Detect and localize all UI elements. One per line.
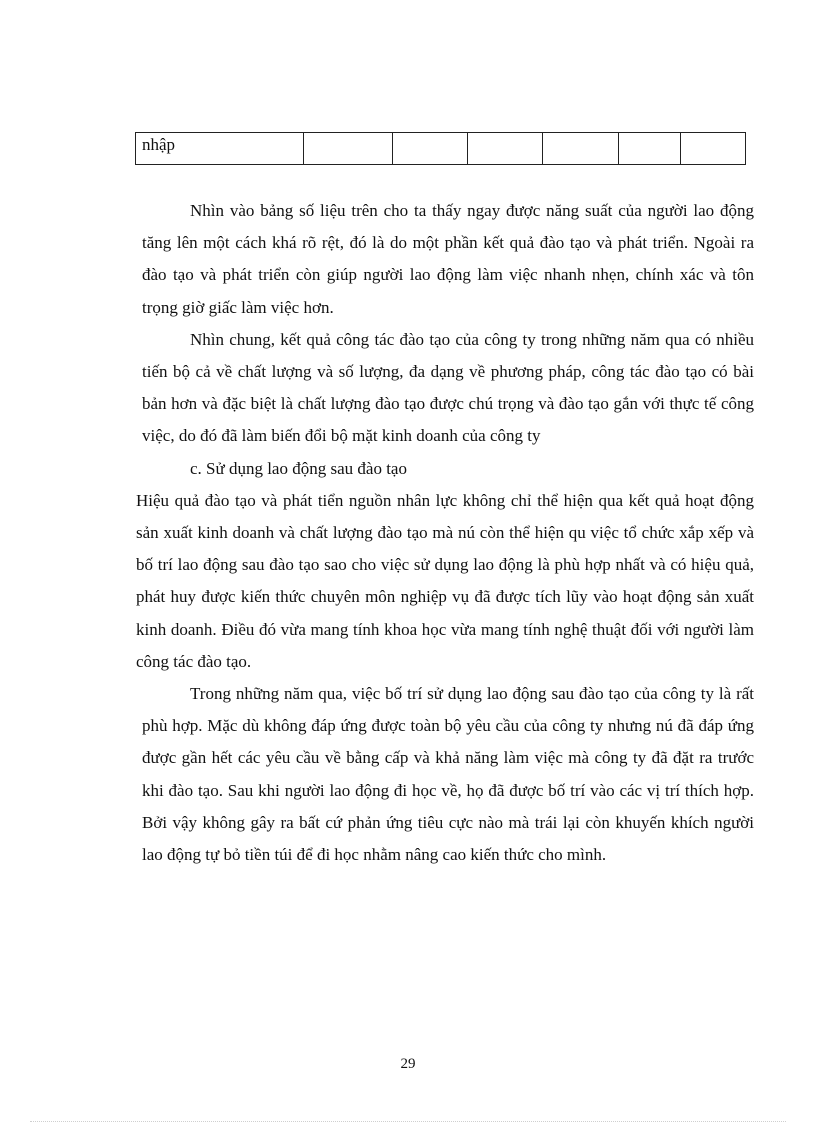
paragraph-productivity: Nhìn vào bảng số liệu trên cho ta thấy ngay được năng suất của người lao động tăng lên một cách khá rõ rệt, đó là do một phần kết quả đào tạo và phát triển. Ngoài ra đào tạo và phát triển còn giúp người lao động làm việc nhanh nhẹn, chính xác và tôn trọng giờ giấc làm việc hơn. (142, 201, 754, 317)
data-table-fragment (135, 132, 746, 165)
table-cell (618, 133, 680, 165)
table-row (136, 133, 746, 165)
page-number: 29 (400, 1056, 416, 1072)
page-divider (30, 1121, 786, 1122)
paragraph-training-effectiveness: Hiệu quả đào tạo và phát tiển nguồn nhân lực không chỉ thể hiện qua kết quả hoạt động sản xuất kinh doanh và chất lượng đào tạo mà nú còn thể hiện qu việc tổ chức xắp xếp và bố trí lao động sau đào tạo sao cho việc sử dụng lao động là phù hợp nhất và có hiệu quả, phát huy được kiến thức chuyên môn nghiệp vụ đã được tích lũy vào hoạt động sản xuất kinh doanh. Điều đó vừa mang tính khoa học vừa mang tính nghệ thuật đối với người làm công tác đào tạo. (136, 490, 754, 671)
paragraph-placement: Trong những năm qua, việc bố trí sử dụng lao động sau đào tạo của công ty là rất phù hợp. Mặc dù không đáp ứng được toàn bộ yêu cầu của công ty nhưng nú đã đáp ứng được gần hết các yêu cầu về bằng cấp và khả năng làm việc mà công ty đã đặt ra trước khi đào tạo. Sau khi người lao động đi học về, họ đã được bố trí vào các vị trí thích hợp. Bởi vậy không gây ra bất cứ phản ứng tiêu cực nào mà trái lại còn khuyến khích người lao động tự bỏ tiền túi để đi học nhằm nâng cao kiến thức cho mình. (142, 684, 754, 865)
body-text (136, 195, 754, 871)
paragraph-overall-results: Nhìn chung, kết quả công tác đào tạo của công ty trong những năm qua có nhiều tiến bộ cả về chất lượng và số lượng, đa dạng về phương pháp, công tác đào tạo có bài bản hơn và đặc biệt là chất lượng đào tạo được chú trọng và đào tạo gắn với thực tế công việc, do đó đã làm biến đổi bộ mặt kinh doanh của công ty (142, 329, 754, 446)
table-cell (468, 133, 543, 165)
table-cell (392, 133, 467, 165)
table-cell (680, 133, 745, 165)
table-cell (543, 133, 618, 165)
table-cell (303, 133, 392, 165)
table-cell: nhập (136, 133, 304, 165)
section-heading: c. Sử dụng lao động sau đào tạo (190, 458, 407, 478)
